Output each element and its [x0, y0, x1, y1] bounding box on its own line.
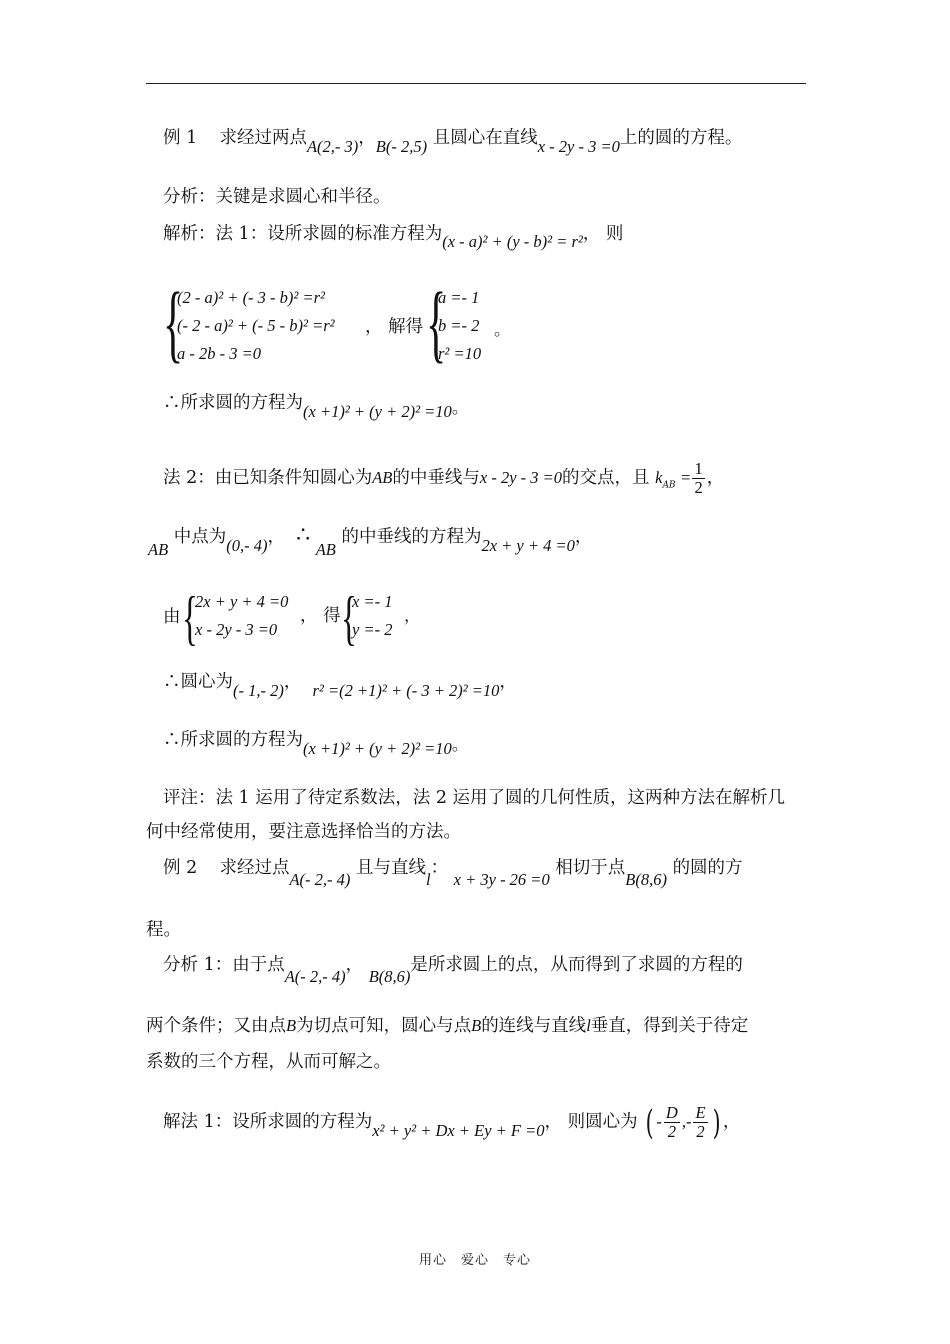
tangent-line-equation: x + 3y - 26 =0	[453, 870, 550, 889]
example-label: 例 2	[163, 858, 198, 878]
get-word: ， 得	[300, 606, 341, 626]
perpendicular-bisector-equation: 2x + y + 4 =0	[481, 536, 575, 555]
from-word: 由	[163, 607, 181, 627]
radius-squared-equation: r² =(2 +1)² + (- 3 + 2)² =10	[312, 681, 500, 700]
center-x-fraction: $\frac{D}{2}$	[665, 1103, 678, 1141]
right-paren-icon: )	[712, 1102, 721, 1143]
line-equation: x - 2y - 3 =0	[537, 137, 620, 156]
point-b: B(8,6)	[625, 870, 667, 889]
center-line: ∴圆心为(- 1,- 2)， r² =(2 +1)² + (- 3 + 2)² =10，	[163, 670, 517, 694]
result-2: ∴所求圆的方程为(x +1)² + (y + 2)² =10。	[163, 728, 468, 752]
left-brace-icon: {	[426, 274, 447, 372]
midpoint-line: AB 中点为(0,- 4)， ∴ AB 的中垂线的方程为2x + y + 4 =0，	[148, 523, 593, 559]
system-1-row: a - 2b - 3 =0	[177, 344, 261, 363]
comment-line-1: 评注：法 1 运用了待定系数法，法 2 运用了圆的几何性质，这两种方法在解析几	[163, 788, 786, 808]
solution-2-lead: 解法 1：设所求圆的方程为x² + y² + Dx + Ey + F =0， 则圆心为 ( - $\frac{D}{2}$ ,- $\frac{E}{2}$ ) ，	[163, 1102, 741, 1143]
system-1-result: a =- 1	[438, 288, 480, 307]
left-paren-icon: (	[645, 1102, 654, 1143]
punctuation: ，	[404, 606, 421, 625]
system-2-row: x - 2y - 3 =0	[195, 620, 278, 639]
result-1: ∴所求圆的方程为(x +1)² + (y + 2)² =10。	[163, 391, 468, 415]
example-1-statement: 例 1 求经过两点A(2,- 3)，B(- 2,5) 且圆心在直线x - 2y - 3 =0上的圆的方程。	[163, 126, 742, 150]
result-equation: (x +1)² + (y + 2)² =10	[303, 739, 452, 758]
result-equation: (x +1)² + (y + 2)² =10	[303, 402, 452, 421]
midpoint: (0,- 4)	[226, 536, 268, 555]
example-2-statement: 例 2 求经过点A(- 2,- 4) 且与直线l： x + 3y - 26 =0 相切于点B(8,6) 的圆的方	[163, 856, 743, 880]
left-brace-icon: {	[341, 585, 357, 651]
method-2-lead: 法 2：由已知条件知圆心为AB的中垂线与x - 2y - 3 =0的交点，且 $k_{AB}$ = $\frac{1}{2}$ ，	[163, 459, 725, 497]
standard-equation: (x - a)² + (y - b)² = r²	[442, 232, 583, 251]
solve-word: ， 解得	[365, 317, 424, 337]
center-point: (- 1,- 2)	[233, 681, 284, 700]
comment-line-2: 何中经常使用，要注意选择恰当的方法。	[146, 822, 461, 842]
page-footer: 用心 爱心 专心	[418, 1253, 531, 1268]
punctuation: 。	[494, 320, 511, 339]
system-1-row: (- 2 - a)² + (- 5 - b)² =r²	[177, 316, 335, 335]
left-brace-icon: {	[182, 585, 198, 651]
left-brace-icon: {	[163, 274, 184, 372]
system-2-result: y =- 2	[352, 620, 393, 639]
slope-fraction: $\frac{1}{2}$	[694, 459, 703, 497]
system-1-result: r² =10	[438, 344, 482, 363]
system-1-row: (2 - a)² + (- 3 - b)² =r²	[177, 288, 325, 307]
slope-k: k	[655, 468, 663, 487]
analysis-2-line-3: 系数的三个方程，从而可解之。	[146, 1052, 391, 1072]
general-equation: x² + y² + Dx + Ey + F =0	[372, 1121, 545, 1140]
analysis-2-line-1: 分析 1：由于点A(- 2,- 4)， B(8,6)是所求圆上的点，从而得到了求圆的方程的	[163, 955, 743, 986]
point-a: A(- 2,- 4)	[289, 870, 351, 889]
point-a: A(2,- 3)	[306, 137, 359, 156]
example-label: 例 1	[163, 128, 198, 148]
center-y-fraction: $\frac{E}{2}$	[695, 1103, 706, 1141]
analysis-1: 分析：关键是求圆心和半径。	[163, 187, 391, 207]
system-1-result: b =- 2	[438, 316, 480, 335]
system-2-row: 2x + y + 4 =0	[195, 592, 289, 611]
header-rule	[146, 83, 806, 84]
system-2-result: x =- 1	[352, 592, 393, 611]
solution-1-lead: 解析：法 1：设所求圆的标准方程为(x - a)² + (y - b)² = r²， 则	[163, 222, 623, 246]
point-b: B(- 2,5)	[375, 137, 428, 156]
analysis-2-line-2: 两个条件；又由点B为切点可知，圆心与点B的连线与直线l垂直，得到关于待定	[146, 1016, 749, 1036]
example-2-tail: 程。	[146, 920, 181, 940]
